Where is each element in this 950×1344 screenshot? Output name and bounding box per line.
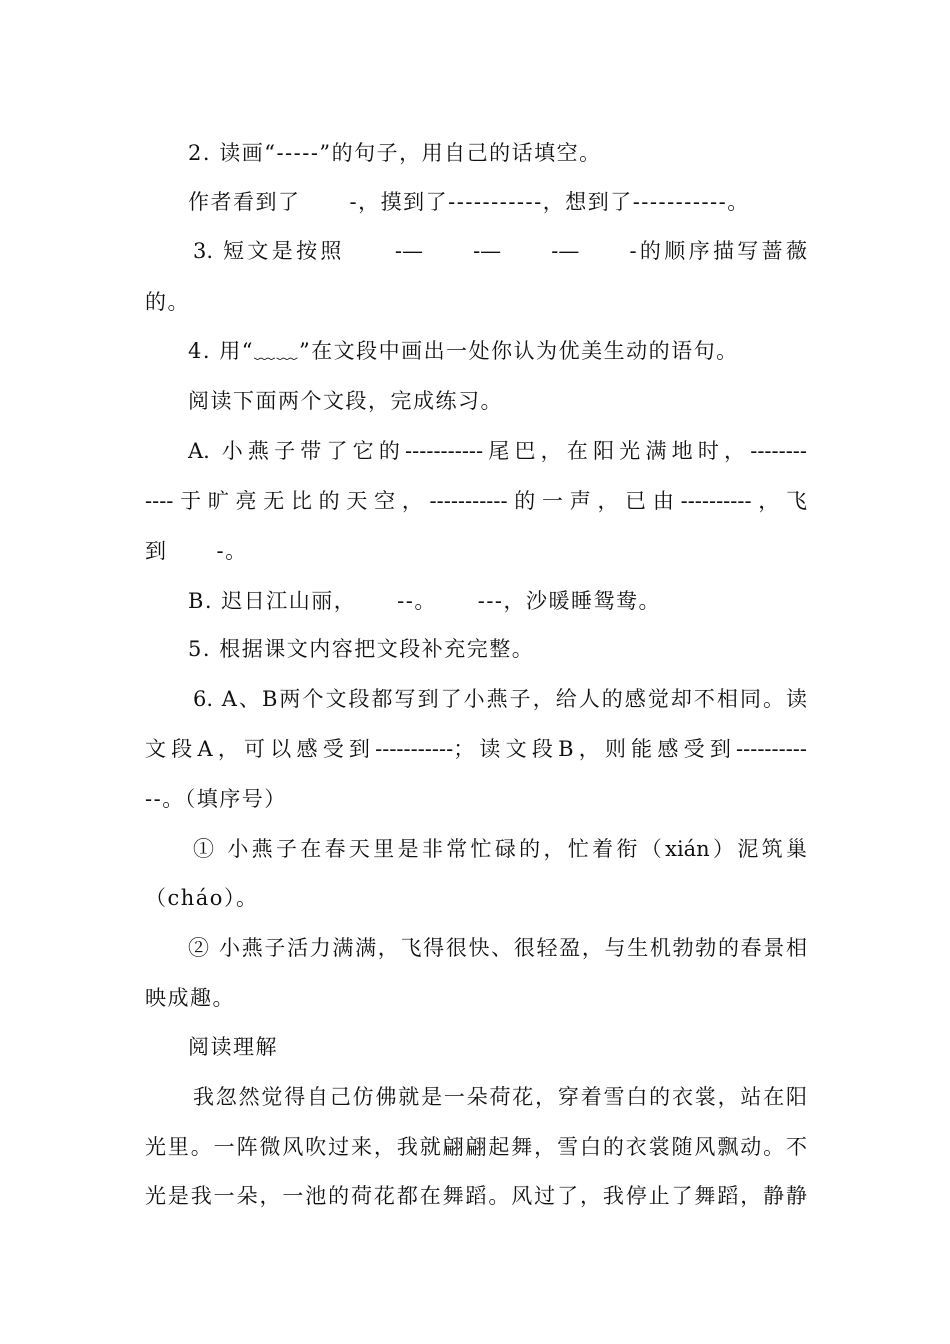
reading-intro: 阅读下面两个文段，完成练习。 xyxy=(188,389,503,413)
option-2-line-1: ② 小燕子活力满满，飞得很快、很轻盈，与生机勃勃的春景相 xyxy=(188,936,807,960)
question-6-line-3: --。（填序号） xyxy=(145,787,287,811)
question-3-line-1: 3. 短文是按照 -— -— -— -的顺序描写蔷薇 xyxy=(193,239,807,263)
question-3-line-2: 的。 xyxy=(145,290,190,314)
question-2: 2. 读画“-----”的句子，用自己的话填空。 xyxy=(188,141,602,165)
question-6-line-1: 6. A、B两个文段都写到了小燕子，给人的感觉却不相同。读 xyxy=(193,687,807,711)
passage-paragraph-line-2: 光里。一阵微风吹过来，我就翩翩起舞，雪白的衣裳随风飘动。不 xyxy=(145,1135,807,1159)
option-1-line-1: ① 小燕子在春天里是非常忙碌的，忙着衔（xián）泥筑巢 xyxy=(193,837,807,861)
question-5: 5. 根据课文内容把文段补充完整。 xyxy=(188,637,535,661)
passage-paragraph-line-1: 我忽然觉得自己仿佛就是一朵荷花，穿着雪白的衣裳，站在阳 xyxy=(193,1085,807,1109)
reading-section-title: 阅读理解 xyxy=(188,1035,278,1059)
passage-a-line-3: 到 -。 xyxy=(145,539,248,563)
option-1-line-2: （cháo）。 xyxy=(145,886,259,910)
question-6-line-2: 文段A，可以感受到-----------；读文段B，则能感受到---------- xyxy=(145,737,807,761)
passage-b: B. 迟日江山丽， --。 ---，沙暖睡鸳鸯。 xyxy=(188,589,662,613)
passage-paragraph-line-3: 光是我一朵，一池的荷花都在舞蹈。风过了，我停止了舞蹈，静静 xyxy=(145,1184,807,1208)
question-4: 4. 用“﹏﹏”在文段中画出一处你认为优美生动的语句。 xyxy=(188,339,739,363)
option-2-line-2: 映成趣。 xyxy=(145,986,235,1010)
passage-a-line-2: ----于旷亮无比的天空，-----------的一声，已由----------，飞 xyxy=(145,489,807,513)
question-2-fill-line: 作者看到了 -，摸到了-----------，想到了-----------。 xyxy=(188,190,750,214)
passage-a-line-1: A. 小燕子带了它的-----------尾巴，在阳光满地时，-------- xyxy=(188,439,807,463)
